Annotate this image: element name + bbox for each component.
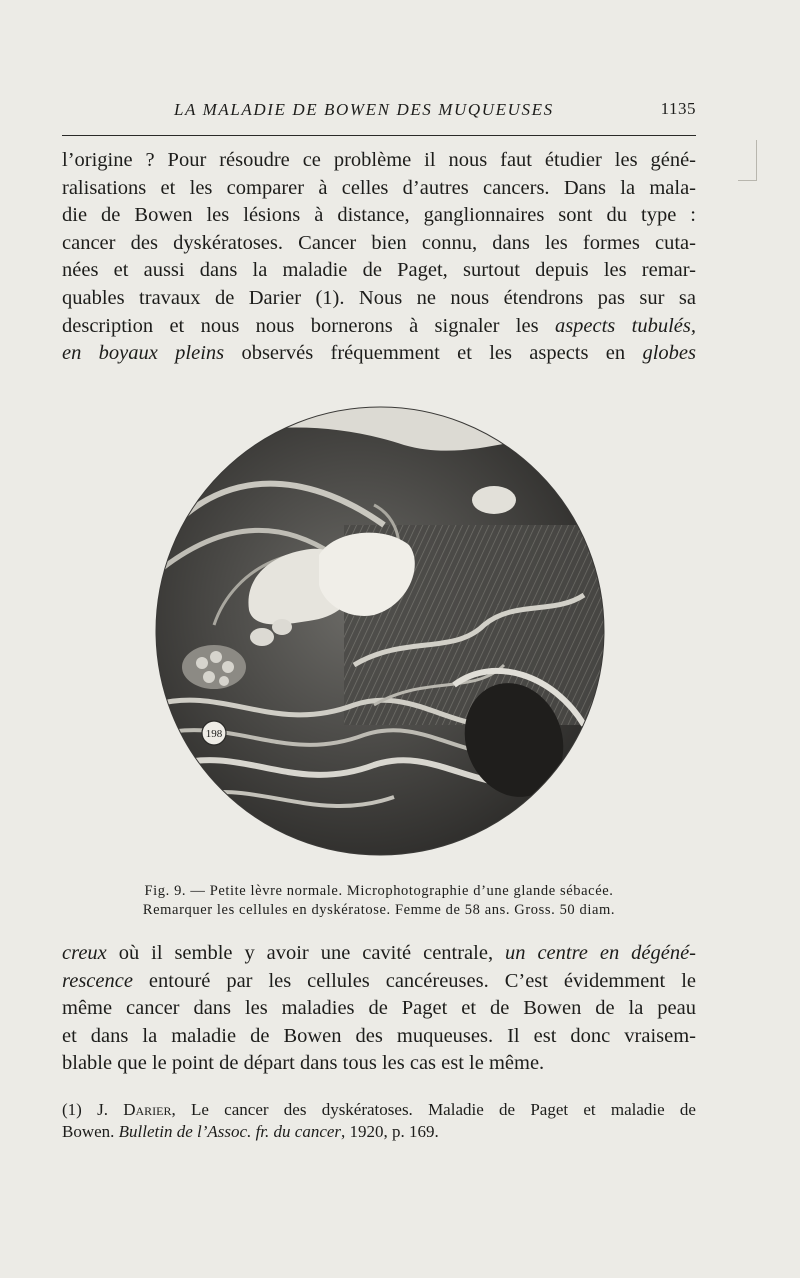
text-line: ralisations et les comparer à celles d’autres cancers. Dans la mala- xyxy=(62,176,696,199)
text-run: où il semble y avoir une cavité centrale, xyxy=(106,942,506,964)
text-line xyxy=(62,340,696,368)
text-run: entouré par les cellules cancéreuses. C’est évidemment le xyxy=(132,969,696,992)
text-line: cancer des dyskératoses. Cancer bien connu, dans les formes cuta- xyxy=(62,231,696,254)
footnote xyxy=(62,1099,696,1142)
caption-line: Remarquer les cellules en dyskératose. Femme de 58 ans. Gross. 50 diam. xyxy=(142,902,616,918)
text-run: observés fréquemment et les aspects en xyxy=(224,342,643,365)
italic-phrase: rescence xyxy=(62,969,133,992)
figure-caption xyxy=(62,882,696,920)
text-run: , Le cancer des dyskératoses. Maladie de Paget et maladie de xyxy=(171,1100,696,1119)
text-line: nées et aussi dans la maladie de Paget, surtout depuis les remar- xyxy=(62,259,696,282)
text-run: , 1920, p. 169. xyxy=(341,1121,439,1141)
page-header xyxy=(62,98,696,128)
text-run: description et nous nous bornerons à signaler les xyxy=(62,314,555,337)
italic-phrase: un centre en dégéné- xyxy=(505,942,696,964)
italic-phrase: globes xyxy=(642,342,696,365)
caption-line: Fig. 9. — Petite lèvre normale. Microphotographie d’une glande sébacée. xyxy=(144,883,614,899)
text-line: même cancer dans les maladies de Paget et de Bowen de la peau xyxy=(62,997,696,1020)
page-number: 1135 xyxy=(660,99,696,118)
text-line xyxy=(62,968,696,996)
header-rule xyxy=(62,135,696,136)
text-line: et dans la maladie de Bowen des muqueuses. Il est donc vraisem- xyxy=(62,1024,696,1047)
italic-phrase: aspects tubulés, xyxy=(554,314,696,337)
footnote-marker: (1) J. xyxy=(62,1100,124,1119)
footnote-line xyxy=(62,1099,696,1121)
text-line: quables travaux de Darier (1). Nous ne nous étendrons pas sur sa xyxy=(62,286,696,309)
text-run: Bowen. xyxy=(62,1121,119,1141)
paragraph-bottom xyxy=(62,940,696,1078)
page-edge-mark xyxy=(738,140,757,181)
text-line: l’origine ? Pour résoudre ce problème il nous faut étudier les géné- xyxy=(62,149,696,171)
plate-number: 198 xyxy=(205,728,223,740)
running-title: LA MALADIE DE BOWEN DES MUQUEUSES xyxy=(174,100,554,119)
text-line xyxy=(62,940,696,968)
footnote-journal: Bulletin de l’Assoc. fr. du cancer xyxy=(118,1121,342,1141)
paragraph-top xyxy=(62,147,696,368)
italic-phrase: en boyaux pleins xyxy=(62,342,225,365)
footnote-author: Darier xyxy=(123,1100,172,1119)
text-line: die de Bowen les lésions à distance, ganglionnaires sont du type : xyxy=(62,204,696,227)
text-line xyxy=(62,313,696,341)
footnote-line xyxy=(62,1121,696,1143)
microphotograph-image xyxy=(154,405,606,857)
microphotograph xyxy=(154,405,606,857)
italic-phrase: creux xyxy=(62,942,107,964)
text-line: blable que le point de départ dans tous les cas est le même. xyxy=(62,1052,545,1075)
